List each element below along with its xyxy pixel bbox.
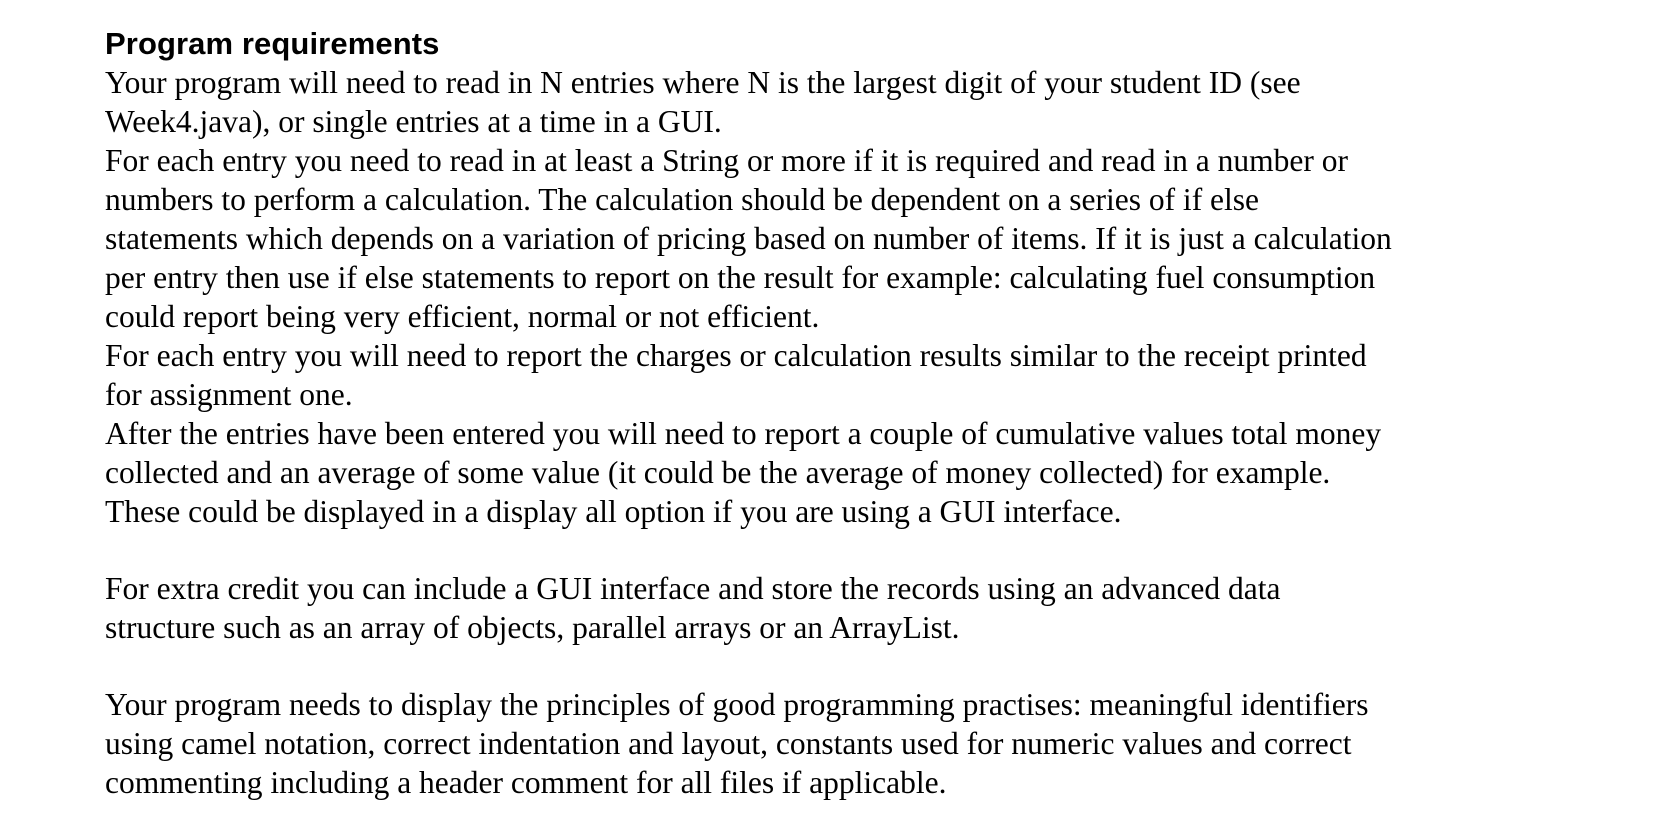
text-line: using camel notation, correct indentation and layout, constants used for numeric values and correct: [105, 726, 1352, 761]
text-line: Your program will need to read in N entries where N is the largest digit of your student ID (see: [105, 65, 1301, 100]
text-line: numbers to perform a calculation. The calculation should be dependent on a series of if else: [105, 182, 1260, 217]
text-line: After the entries have been entered you will need to report a couple of cumulative values total money: [105, 416, 1382, 451]
text-line: Week4.java), or single entries at a time in a GUI.: [105, 104, 722, 139]
good-practice-paragraph: [105, 685, 1664, 802]
text-line: commenting including a header comment for all files if applicable.: [105, 765, 947, 800]
text-line: structure such as an array of objects, parallel arrays or an ArrayList.: [105, 610, 960, 645]
extra-credit-paragraph: [105, 569, 1664, 647]
text-line: These could be displayed in a display all option if you are using a GUI interface.: [105, 494, 1122, 529]
text-line: For extra credit you can include a GUI interface and store the records using an advanced data: [105, 571, 1281, 606]
text-line: Your program needs to display the principles of good programming practises: meaningful identifiers: [105, 687, 1369, 722]
text-line: for assignment one.: [105, 377, 353, 412]
text-line: per entry then use if else statements to report on the result for example: calculating fuel consumption: [105, 260, 1376, 295]
text-line: For each entry you need to read in at least a String or more if it is required and read in a number or: [105, 143, 1348, 178]
paragraph-spacer: [105, 647, 1664, 685]
text-line: collected and an average of some value (it could be the average of money collected) for example.: [105, 455, 1331, 490]
text-line: statements which depends on a variation of pricing based on number of items. If it is just a calculation: [105, 221, 1392, 256]
text-line: For each entry you will need to report the charges or calculation results similar to the receipt printed: [105, 338, 1367, 373]
section-heading: Program requirements: [105, 26, 440, 61]
requirements-paragraph: [105, 63, 1664, 531]
paragraph-spacer: [105, 531, 1664, 569]
text-line: could report being very efficient, normal or not efficient.: [105, 299, 820, 334]
